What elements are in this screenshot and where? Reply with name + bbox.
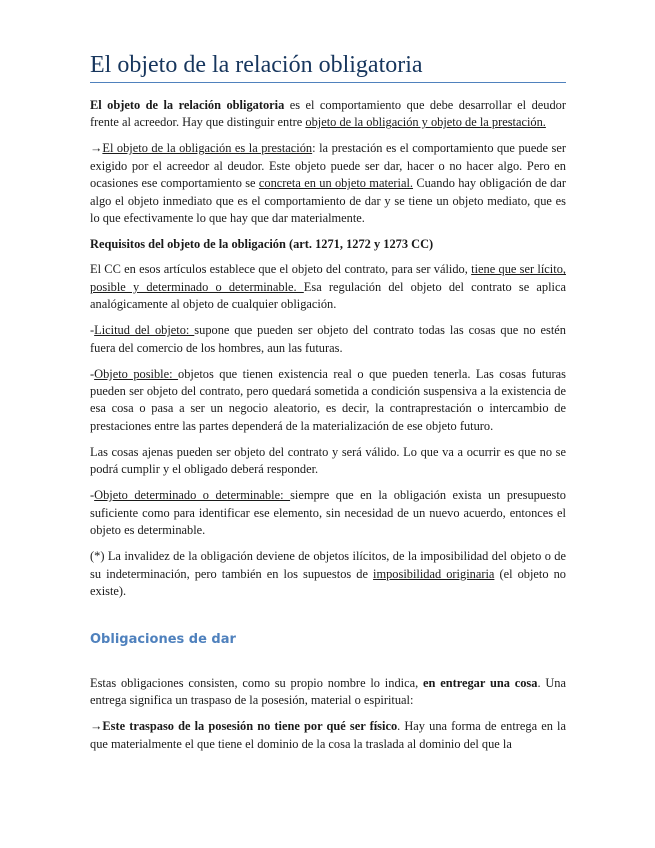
requisitos-heading-text: Requisitos del objeto de la obligación (art. 1271, 1272 y 1273 CC) bbox=[90, 237, 434, 252]
licitud-text: supone que pueden ser objeto del contrato todas las cosas que no estén fuera del comercio de los hombres, aun las futuras. bbox=[90, 323, 566, 355]
ajenas-paragraph: Las cosas ajenas pueden ser objeto del contrato y será válido. Lo que va a ocurrir es que no se podrá cumplir y el obligado deberá responder. bbox=[90, 444, 566, 477]
posible-text: objetos que tienen existencia real o que pueden tenerla. Las cosas futuras pueden ser objeto del contrato, pero quedará sometida a condición suspensiva a la existencia de esa cosa o pasa a ser un negocio aleatorio, es decir, la contraprestación o intercambio de prestaciones entre las partes dependerá de la materialización de ese objeto futuro. bbox=[90, 366, 566, 433]
dar-bold: en entregar una cosa bbox=[423, 675, 538, 690]
invalidez-text: (*) La invalidez de la obligación deviene de objetos ilícitos, de la imposibilidad del objeto o de su indeterminación, pero también en los supuestos de bbox=[90, 549, 566, 581]
dar-text-2: . Una entrega significa un traspaso de la posesión, material o espiritual: bbox=[90, 675, 566, 708]
section-heading-obligaciones-de-dar: Obligaciones de dar bbox=[90, 632, 236, 648]
determinado-label: Objeto determinado o determinable: bbox=[94, 488, 291, 503]
prestacion-underline: El objeto de la obligación es la prestación bbox=[102, 141, 313, 156]
traspaso-text: . Hay una forma de entrega en la que materialmente el que tiene el dominio de la cosa la traslada al dominio del que la bbox=[90, 719, 566, 751]
document-body bbox=[90, 97, 566, 762]
dar-text: Estas obligaciones consisten, como su propio nombre lo indica, bbox=[90, 675, 423, 690]
determinado-text: siempre que en la obligación exista un presupuesto suficiente como para identificar ese elemento, sin necesidad de un nuevo acuerdo, entonces el objeto es determinable. bbox=[90, 488, 567, 538]
prestacion-underline-2: concreta en un objeto material. bbox=[258, 176, 413, 191]
cc-underline: tiene que ser lícito, posible y determinado o determinable. bbox=[90, 262, 566, 294]
intro-text: es el comportamiento que debe desarrollar el deudor frente al acreedor. Hay que distinguir entre bbox=[90, 98, 566, 130]
traspaso-bold: Este traspaso de la posesión no tiene por qué ser físico bbox=[102, 719, 398, 734]
cc-text: El CC en esos artículos establece que el objeto del contrato, para ser válido, bbox=[90, 262, 472, 277]
cc-paragraph bbox=[90, 261, 566, 313]
invalidez-text-2: (el objeto no existe). bbox=[90, 566, 566, 598]
intro-paragraph bbox=[90, 97, 566, 132]
document-title: El objeto de la relación obligatoria bbox=[90, 52, 423, 78]
licitud-paragraph bbox=[90, 322, 566, 357]
prestacion-text: : la prestación es el comportamiento que puede ser exigido por el acreedor al deudor. Este objeto puede ser dar, hacer o no hacer algo. Pero en ocasiones ese comportamiento se bbox=[90, 141, 566, 191]
arrow-icon: → bbox=[90, 719, 103, 734]
determinado-paragraph bbox=[90, 487, 566, 539]
invalidez-paragraph bbox=[90, 548, 566, 600]
title-divider bbox=[90, 82, 566, 83]
dash: - bbox=[90, 323, 95, 338]
posible-paragraph bbox=[90, 366, 566, 436]
dash: - bbox=[90, 366, 95, 381]
dash: - bbox=[90, 488, 95, 503]
requisitos-heading bbox=[90, 236, 566, 253]
licitud-label: Licitud del objeto: bbox=[94, 323, 195, 338]
invalidez-underline: imposibilidad originaria bbox=[373, 566, 495, 581]
arrow-icon: → bbox=[90, 141, 103, 156]
intro-bold: El objeto de la relación obligatoria bbox=[90, 98, 285, 112]
posible-label: Objeto posible: bbox=[94, 366, 179, 381]
prestacion-text-2: Cuando hay obligación de dar algo el objeto inmediato que es el comportamiento de dar y se tiene un objeto mediato, que es lo que efectivamente lo que hay que dar materialmente. bbox=[90, 176, 566, 226]
dar-paragraph bbox=[90, 675, 566, 710]
intro-underline: objeto de la obligación y objeto de la prestación. bbox=[305, 115, 546, 130]
cc-text-2: Esa regulación del objeto del contrato se aplica analógicamente al objeto de cualquier obligación. bbox=[90, 279, 566, 312]
prestacion-paragraph bbox=[90, 140, 566, 227]
traspaso-paragraph bbox=[90, 718, 566, 753]
